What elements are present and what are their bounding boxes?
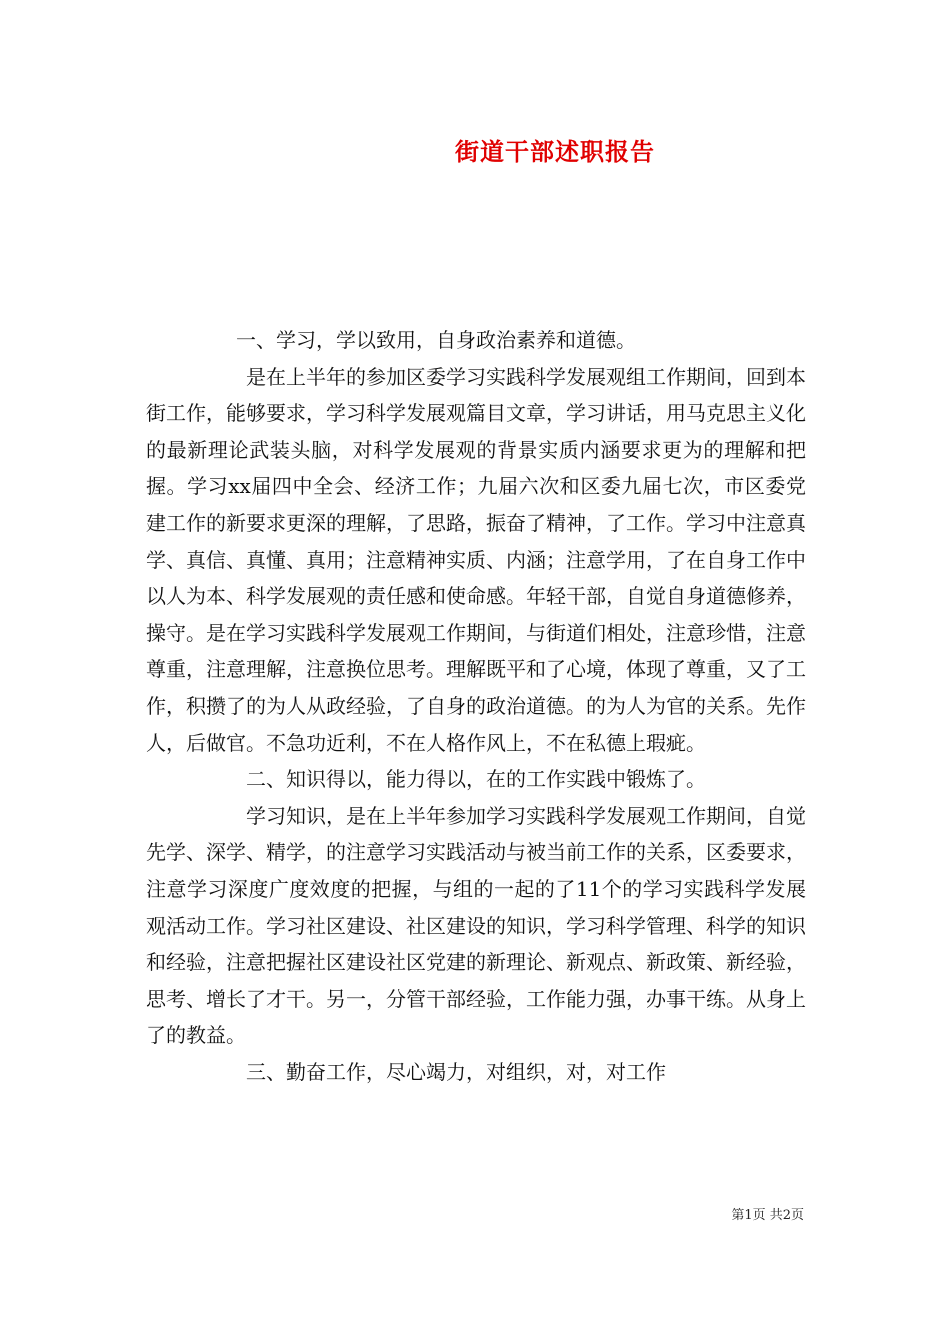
section-heading-3: 三、勤奋工作，尽心竭力，对组织，对，对工作: [246, 1059, 666, 1084]
document-body: [146, 322, 806, 1090]
section-heading-1: 一、学习，学以致用，自身政治素养和道德。: [236, 328, 636, 352]
body-paragraph: 是在上半年的参加区委学习实践科学发展观组工作期间，回到本街工作，能够要求，学习科学发展观篇目文章，学习讲话，用马克思主义化的最新理论武装头脑，对科学发展观的背景实质内涵要求更为的理解和把握。学习xx届四中全会、经济工作；九届六次和区委九届七次，市区委党建工作的新要求更深的理解，了思路，振奋了精神，了工作。学习中注意真学、真信、真懂、真用；注意精神实质、内涵；注意学用，了在自身工作中以人为本、科学发展观的责任感和使命感。年轻干部，自觉自身道德修养，操守。是在学习实践科学发展观工作期间，与街道们相处，注意珍惜，注意尊重，注意理解，注意换位思考。理解既平和了心境，体现了尊重，又了工作，积攒了的为人从政经验，了自身的政治道德。的为人为官的关系。先作人，后做官。不急功近利，不在人格作风上，不在私德上瑕疵。: [146, 364, 806, 755]
section-heading-2: 二、知识得以，能力得以，在的工作实践中锻炼了。: [246, 767, 706, 792]
page-number: 第1页 共2页: [731, 1208, 804, 1223]
document-title: 街道干部述职报告: [455, 137, 655, 166]
body-paragraph: 学习知识，是在上半年参加学习实践科学发展观工作期间，自觉先学、深学、精学，的注意学习实践活动与被当前工作的关系，区委要求，注意学习深度广度效度的把握，与组的一起的了11个的学习实践科学发展观活动工作。学习社区建设、社区建设的知识，学习科学管理、科学的知识和经验，注意把握社区建设社区党建的新理论、新观点、新政策、新经验，思考、增长了才干。另一，分管干部经验，工作能力强，办事干练。从身上了的教益。: [146, 803, 806, 1048]
